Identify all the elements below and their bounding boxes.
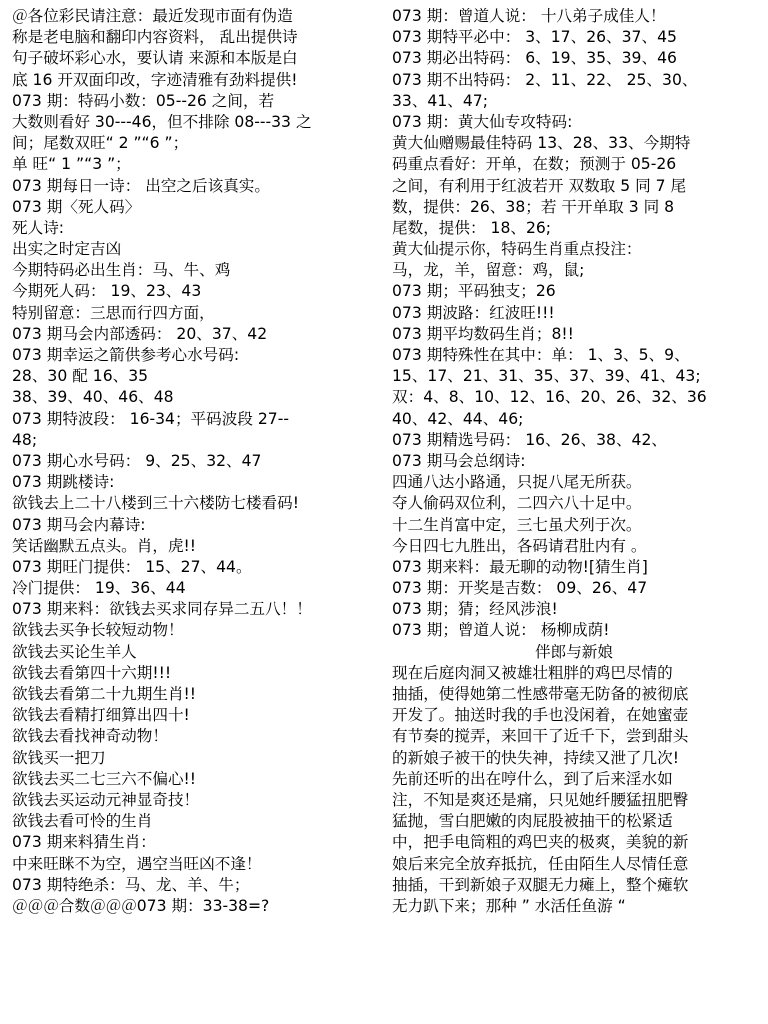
left-column-line: 出实之时定吉凶	[12, 240, 122, 259]
right-column-line: 中，把手电筒粗的鸡巴夹的极爽，美貌的新	[392, 833, 689, 852]
left-column-line: 大数则看好 30---46，但不排除 08---33 之	[12, 112, 312, 131]
right-column-line: 073 期；猜；经风涉浪!	[392, 600, 558, 619]
left-column-line: 欲钱去看找神奇动物！	[12, 727, 168, 746]
left-column-line: 欲钱去买运动元神显奇技！	[12, 790, 200, 809]
left-column-line: 称是老电脑和翻印内容资料， 乱出提供诗	[12, 28, 298, 47]
right-column-line: 33、41、47;	[392, 91, 488, 110]
right-column-line: 猛抛，雪白肥嫩的肉屁股被抽干的松紧适	[392, 812, 673, 831]
right-column-line: 抽插，干到新娘子双腿无力瘫上，整个瘫软	[392, 875, 689, 894]
right-column-line: 开发了。抽送时我的手也没闲着，在她蜜壶	[392, 706, 689, 725]
right-column-line: 40、42、44、46;	[392, 409, 524, 428]
right-column-line: 之间，有利用于红波若开 双数取 5 同 7 尾	[392, 176, 687, 195]
right-column-line: 夺人偷码双位利，二四六八十足中。	[392, 494, 642, 513]
right-column	[392, 6, 756, 1024]
left-column-line: 073 期幸运之箭供参考心水号码:	[12, 346, 240, 364]
right-column-line: 073 期特平必中： 3、17、26、37、45	[392, 28, 677, 47]
right-column-line: 有节奏的搅弄，来回干了近千下，尝到甜头	[392, 727, 689, 746]
right-column-line: 073 期必出特码： 6、19、35、39、46	[392, 49, 677, 68]
left-column-line: 今期特码必出生肖：马、牛、鸡	[12, 261, 231, 280]
left-column-line: 欲钱去看第四十六期!!!	[12, 663, 172, 682]
left-column-line: 073 期特绝杀：马、龙、羊、牛；	[12, 875, 250, 894]
left-column-line: 特别留意：三思而行四方面，	[12, 303, 215, 322]
left-column-line: 句子破坏彩心水，要认请 来源和本版是白	[12, 49, 298, 68]
right-column-line: 先前还听的出在哼什么，到了后来淫水如	[392, 769, 673, 788]
right-column-line: 注，不知是爽还是痛，只见她纤腰猛扭肥臀	[392, 790, 689, 809]
left-column-line: 欲钱去买论生羊人	[12, 642, 137, 661]
left-column-line: 欲钱去看第二十九期生肖!!	[12, 685, 197, 703]
left-column-line: 073 期每日一诗： 出空之后该真实。	[12, 176, 270, 195]
left-column-line: 073 期跳楼诗:	[12, 473, 115, 492]
right-column-line: 073 期；曾道人说： 杨柳成荫!	[392, 621, 610, 640]
right-column-line: 073 期特殊性在其中：单： 1、3、5、9、	[392, 346, 690, 364]
right-column-line: 073 期：黄大仙专攻特码:	[392, 112, 573, 131]
right-column-line: 尾数，提供： 18、26;	[392, 218, 552, 237]
left-column-line: 073 期马会内幕诗:	[12, 515, 146, 534]
left-column-line: 38、39、40、46、48	[12, 388, 174, 407]
right-column-line: 黄大仙提示你，特码生肖重点投注：	[392, 240, 642, 259]
left-column-line: 073 期来料猜生肖：	[12, 833, 156, 852]
left-column-line: 48;	[12, 430, 38, 449]
left-column-line: 间；尾数双旺“ 2 ”“6 ”；	[12, 134, 189, 153]
right-column-line: 马，龙，羊，留意：鸡，鼠;	[392, 261, 585, 280]
right-column-line: 黄大仙赠赐最佳特码 13、28、33、今期特	[392, 134, 691, 153]
right-column-line: 15、17、21、31、35、37、39、41、43;	[392, 367, 701, 386]
left-column-line: 073 期特波段： 16-34；平码波段 27--	[12, 409, 289, 428]
right-column-line: 抽插，使得她第二性感带毫无防备的被彻底	[392, 685, 689, 703]
right-column-line: 073 期精选号码： 16、26、38、42、	[392, 430, 667, 449]
right-column-line: 的新娘子被干的快失神，持续又泄了几次!	[392, 748, 679, 767]
right-column-line: 073 期不出特码： 2、11、22、 25、30、	[392, 70, 698, 89]
left-column-line: 073 期：特码小数：05--26 之间，若	[12, 91, 275, 110]
left-column-line: 073 期〈死人码〉	[12, 197, 141, 216]
left-column-line: 073 期旺门提供： 15、27、44。	[12, 557, 252, 576]
story-title: 伴郎与新娘	[535, 642, 613, 661]
right-column-line: 073 期波路：红波旺!!!	[392, 303, 555, 322]
right-column-line: 073 期马会总纲诗:	[392, 451, 526, 470]
right-column-line: 现在后庭肉洞又被雄壮粗胖的鸡巴尽情的	[392, 663, 673, 682]
right-column-line: 娘后来完全放弃抵抗，任由陌生人尽情任意	[392, 854, 689, 873]
left-column-line: 冷门提供： 19、36、44	[12, 579, 186, 598]
left-column-line: 28、30 配 16、35	[12, 367, 149, 386]
left-column-line: 欲钱去买争长较短动物！	[12, 621, 184, 640]
right-column-line: 十二生肖富中定，三七虽犬列于次。	[392, 515, 642, 534]
left-column-line: 单 旺“ 1 ”“3 ”；	[12, 155, 131, 174]
left-column-line: 欲钱买一把刀	[12, 748, 106, 767]
right-column-line: 数，提供：26、38；若 干开单取 3 同 8	[392, 197, 675, 216]
right-column-line: 今日四七九胜出，各码请君肚内有 。	[392, 536, 647, 555]
left-column-line: 欲钱去上二十八楼到三十六楼防七楼看码!	[12, 494, 299, 513]
left-column-line: 欲钱去看精打细算出四十!	[12, 706, 190, 725]
left-column	[12, 6, 378, 1024]
right-column-line: 073 期平均数码生肖；8!!	[392, 324, 574, 343]
left-column-line: 073 期马会内部透码： 20、37、42	[12, 324, 268, 343]
left-column-line: 欲钱去看可怜的生肖	[12, 812, 153, 831]
right-column-line: 无力趴下来；那种 ” 水活任鱼游 “	[392, 896, 626, 915]
left-column-line: ＠各位彩民请注意：最近发现市面有伪造	[12, 7, 293, 25]
left-column-line: 073 期心水号码： 9、25、32、47	[12, 451, 262, 470]
left-column-line: 笑话幽默五点头。肖，虎!!	[12, 536, 197, 555]
right-column-line: 073 期：曾道人说： 十八弟子成佳人！	[392, 7, 666, 25]
right-column-line: 码重点看好：开单，在数；预测于 05-26	[392, 155, 677, 174]
right-column-line: 双：4、8、10、12、16、20、26、32、36	[392, 388, 707, 407]
left-column-line: 欲钱去买二七三六不偏心!!	[12, 769, 197, 788]
left-column-line: 073 期来料：欲钱去买求同存异二五八！！	[12, 600, 312, 619]
left-column-line: 今期死人码： 19、23、43	[12, 282, 202, 301]
left-column-line: 死人诗:	[12, 218, 65, 237]
right-column-line: 073 期来料：最无聊的动物![猜生肖]	[392, 557, 648, 576]
left-column-line: 底 16 开双面印改，字迹清雅有劲料提供!	[12, 70, 298, 89]
right-column-line: 073 期：开奖是吉数： 09、26、47	[392, 579, 648, 598]
left-column-line: ＠＠＠合数＠＠＠073 期：33-38=?	[12, 896, 270, 915]
right-column-line: 四通八达小路通，只捉八尾无所获。	[392, 473, 642, 492]
right-column-line: 073 期；平码独支；26	[392, 282, 556, 301]
left-column-line: 中来旺眯不为空，遇空当旺凶不逢！	[12, 854, 262, 873]
